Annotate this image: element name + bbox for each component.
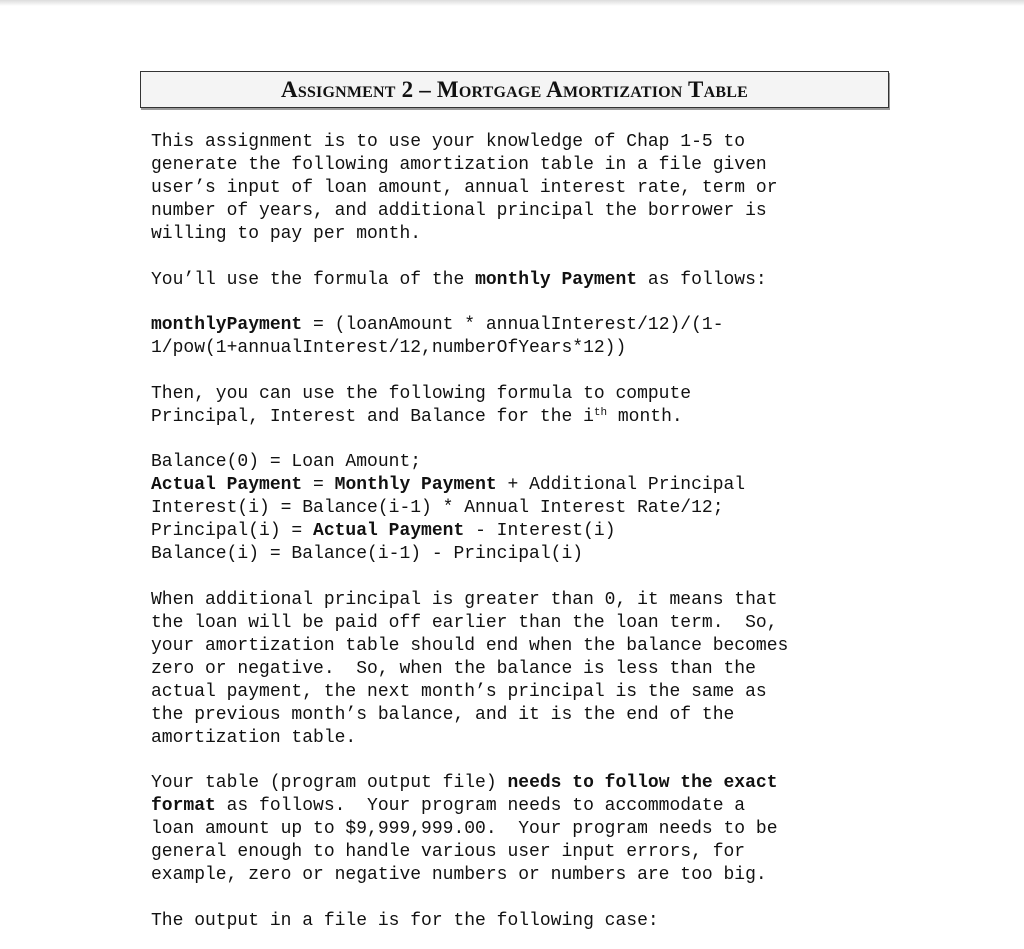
page-title — [140, 71, 889, 108]
additional-principal-paragraph — [151, 589, 881, 750]
text-line: the loan will be paid off earlier than the loan term. So, — [151, 612, 778, 633]
top-divider — [0, 0, 1024, 6]
formula-line: Actual Payment = Monthly Payment + Additional Principal — [151, 475, 746, 495]
computation-formulas — [151, 451, 881, 566]
formula-line: Principal(i) = Actual Payment - Interest(i) — [151, 521, 616, 541]
text-line: amortization table. — [151, 727, 357, 748]
format-paragraph — [151, 772, 881, 887]
formula-line: Interest(i) = Balance(i-1) * Annual Interest Rate/12; — [151, 498, 724, 518]
text-line: actual payment, the next month’s principal is the same as — [151, 681, 767, 702]
intro-paragraph — [151, 131, 881, 246]
text-line: the previous month’s balance, and it is the end of the — [151, 704, 735, 725]
document-body — [151, 131, 881, 933]
page-title-text: Assignment 2 – Mortgage Amortization Table — [281, 76, 748, 102]
formula-line: Balance(0) = Loan Amount; — [151, 452, 422, 472]
text-line: Then, you can use the following formula to compute — [151, 383, 692, 404]
formula-line: monthlyPayment = (loanAmount * annualInterest/12)/(1- — [151, 315, 724, 335]
text-line: Your table (program output file) needs to follow the exact — [151, 773, 778, 793]
text-line: your amortization table should end when the balance becomes — [151, 635, 789, 656]
formula-line: 1/pow(1+annualInterest/12,numberOfYears*12)) — [151, 338, 627, 358]
text-line: You’ll use the formula of the monthly Payment as follows: — [151, 269, 767, 290]
text-line: zero or negative. So, when the balance is less than the — [151, 658, 756, 679]
text-line: loan amount up to $9,999,999.00. Your program needs to be — [151, 819, 778, 839]
text-line: willing to pay per month. — [151, 224, 422, 244]
text-line: When additional principal is greater than 0, it means that — [151, 589, 778, 610]
formula-line: Balance(i) = Balance(i-1) - Principal(i) — [151, 544, 584, 564]
text-line: example, zero or negative numbers or numbers are too big. — [151, 865, 767, 885]
output-paragraph — [151, 910, 881, 933]
text-line: generate the following amortization table in a file given — [151, 155, 767, 175]
monthly-payment-formula — [151, 314, 881, 360]
text-line: user’s input of loan amount, annual interest rate, term or — [151, 178, 778, 198]
text-line: Principal, Interest and Balance for the $i^{th}$ month. — [151, 406, 683, 427]
text-line: This assignment is to use your knowledge of Chap 1-5 to — [151, 132, 746, 152]
text-line: number of years, and additional principal the borrower is — [151, 201, 767, 221]
then-paragraph — [151, 383, 881, 429]
text-line: general enough to handle various user input errors, for — [151, 842, 746, 862]
text-line: format as follows. Your program needs to accommodate a — [151, 796, 746, 816]
text-line: The output in a file is for the following case: — [151, 910, 659, 931]
formula-intro-paragraph — [151, 269, 881, 292]
